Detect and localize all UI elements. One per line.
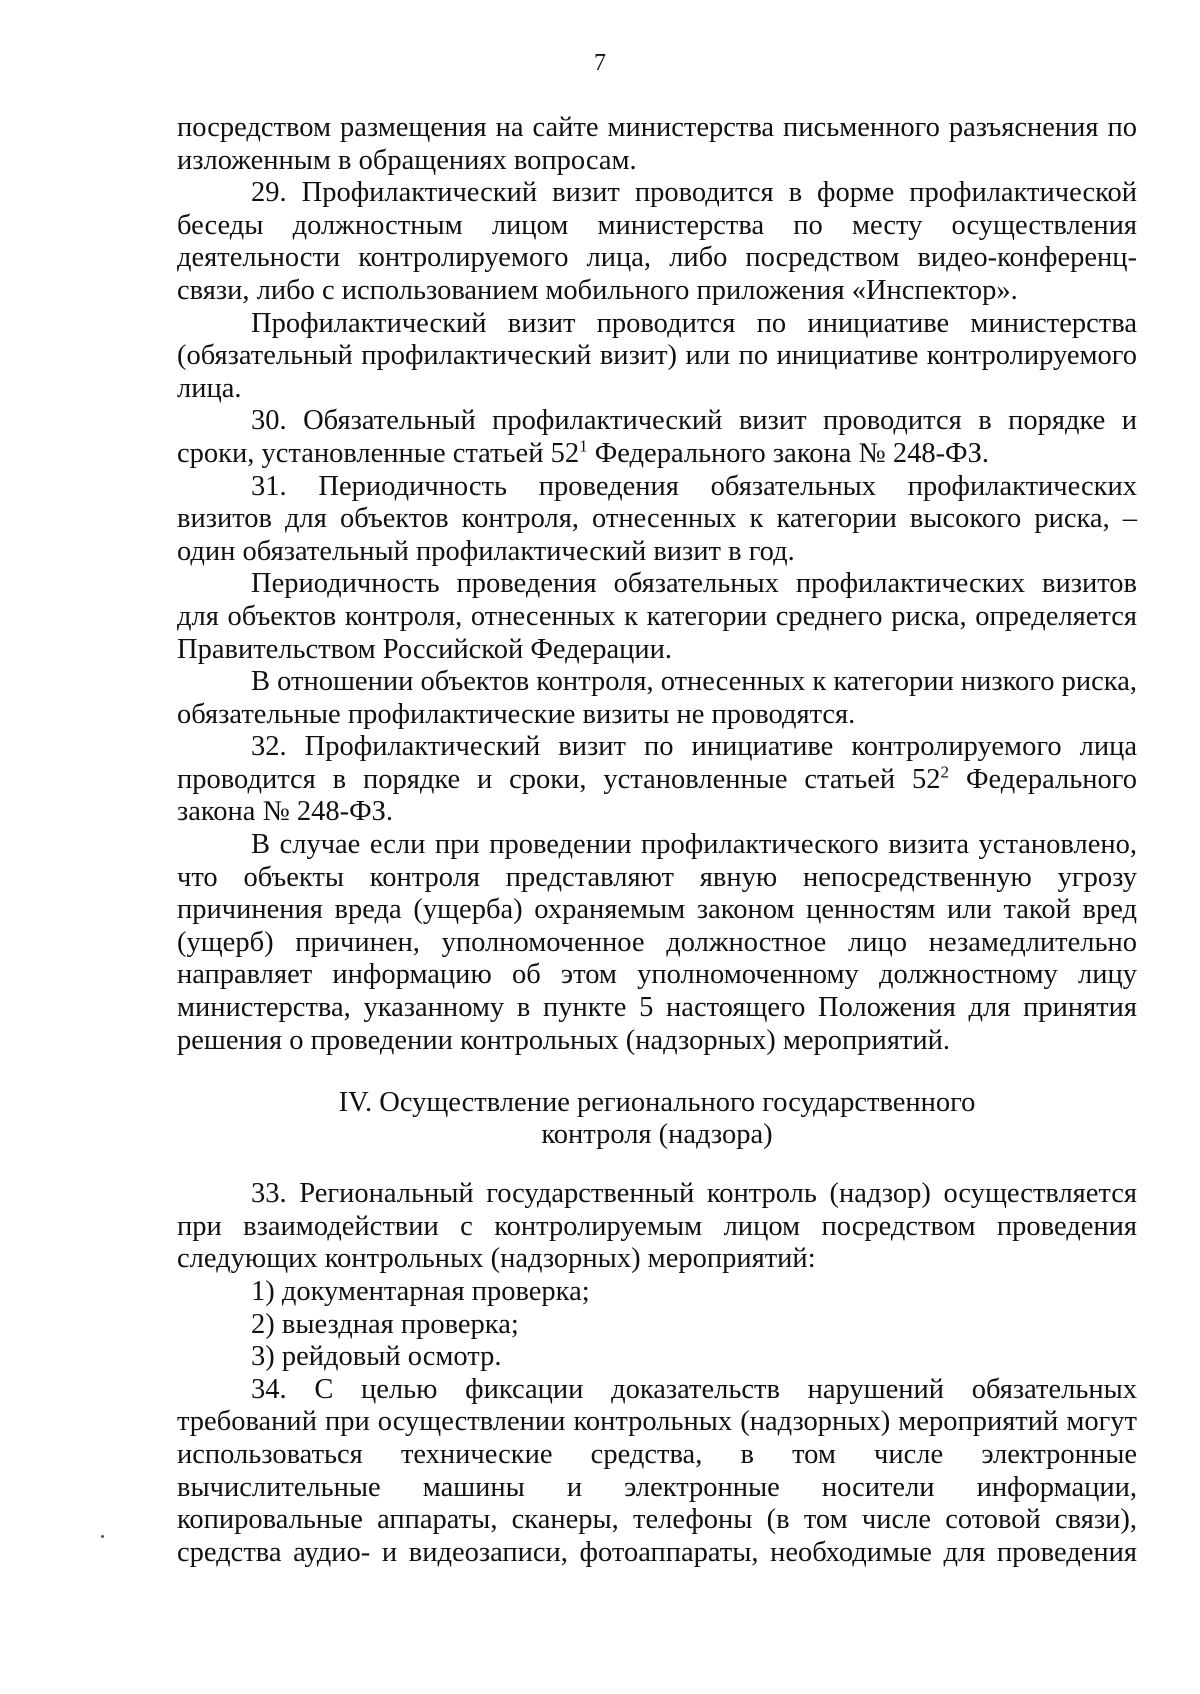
section-heading-line-1: IV. Осуществление регионального государственного — [338, 1087, 976, 1119]
list-item: 2) выездная проверка; — [251, 1308, 519, 1340]
paragraph-low-risk: В отношении объектов контроля, отнесенных к категории низкого риска, обязательные профилактические визиты не проводятся. — [177, 666, 1137, 730]
list-item: 1) документарная проверка; — [251, 1276, 590, 1307]
paragraph-32 — [177, 731, 1137, 829]
section-heading-line-2: контроля (надзора) — [541, 1119, 773, 1151]
list-item: 3) рейдовый осмотр. — [251, 1341, 502, 1373]
paragraph-31: 31. Периодичность проведения обязательных профилактических визитов для объектов контроля, отнесенных к категории высокого риска, – один обязательный профилактический визит в год. — [177, 470, 1137, 567]
paragraph-30-superscript: 1 — [579, 436, 588, 456]
paragraph-medium-risk: Периодичность проведения обязательных профилактических визитов для объектов контроля, отнесенных к категории среднего риска, определяется Правительством Российской Федерации. — [177, 568, 1137, 665]
paragraph-30-text-end: Федерального закона № 248-ФЗ. — [587, 437, 989, 469]
paragraph-32-text: 32. Профилактический визит по инициативе контролируемого лица проводится в порядке и сроки, установленные статьей 52 — [177, 731, 1137, 795]
paragraph-30-text: 30. Обязательный профилактический визит проводится в порядке и сроки, установленные статьей 52 — [177, 405, 1137, 469]
scan-speck — [101, 1535, 104, 1538]
page-number: 7 — [594, 50, 606, 76]
paragraph-34: 34. С целью фиксации доказательств нарушений обязательных требований при осуществлении контрольных (надзорных) мероприятий могут использоваться технические средства, в том числе электронные вычислительные машины и электронные носители информации, копировальные аппараты, сканеры, телефоны (в том числе сотовой связи), средства аудио- и видеозаписи, фотоаппараты, необходимые для проведения — [177, 1373, 1137, 1568]
paragraph-threat: В случае если при проведении профилактического визита установлено, что объекты контроля представляют явную непосредственную угрозу причинения вреда (ущерба) охраняемым законом ценностям или такой вред (ущерб) причинен, уполномоченное должностное лицо незамедлительно направляет информацию об этом уполномоченному должностному лицу министерства, указанному в пункте 5 настоящего Положения для принятия решения о проведении контрольных (надзорных) мероприятий. — [177, 829, 1137, 1056]
document-body — [177, 112, 1137, 1569]
paragraph-30 — [177, 405, 1137, 470]
paragraph-visit-initiative: Профилактический визит проводится по инициативе министерства (обязательный профилактический визит) или по инициативе контролируемого лица. — [177, 307, 1137, 404]
paragraph-33: 33. Региональный государственный контроль (надзор) осуществляется при взаимодействии с контролируемым лицом посредством проведения следующих контрольных (надзорных) мероприятий: — [177, 1178, 1137, 1275]
paragraph-29: 29. Профилактический визит проводится в форме профилактической беседы должностным лицом министерства по месту осуществления деятельности контролируемого лица, либо посредством видео-конференц-связи, либо с использованием мобильного приложения «Инспектор». — [177, 177, 1137, 306]
paragraph-32-superscript: 2 — [940, 762, 950, 782]
paragraph-continuation: посредством размещения на сайте министерства письменного разъяснения по изложенным в обращениях вопросам. — [177, 112, 1137, 176]
section-heading — [177, 1087, 1137, 1151]
paragraph-32-text-end: Федерального закона № 248-ФЗ. — [177, 763, 1137, 828]
